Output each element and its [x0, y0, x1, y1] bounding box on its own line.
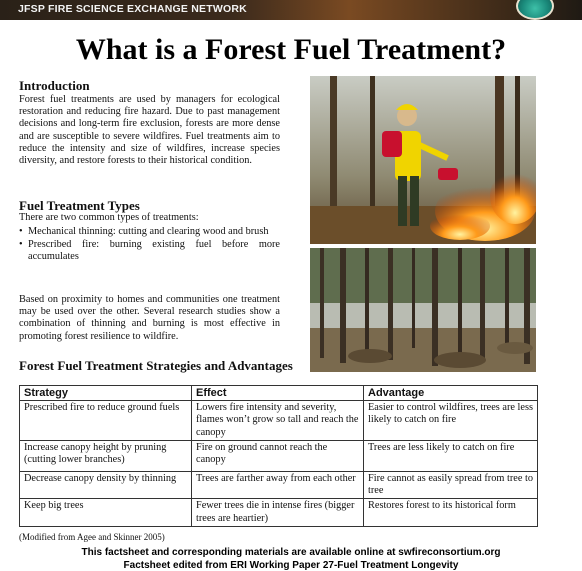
table-row	[20, 401, 538, 441]
table-cell: Trees are less likely to catch on fire	[364, 440, 538, 471]
table-cell: Prescribed fire to reduce ground fuels	[20, 401, 192, 441]
page-title: What is a Forest Fuel Treatment?	[75, 33, 507, 66]
table-cell: Lowers fire intensity and severity, flames won’t grow so tall and reach the canopy	[192, 401, 364, 441]
list-item: • Mechanical thinning: cutting and clearing wood and brush	[19, 226, 280, 238]
header-banner	[0, 0, 582, 20]
treatment-list	[19, 226, 280, 265]
source-note: (Modified from Agee and Skinner 2005)	[19, 532, 165, 542]
table-row	[20, 499, 538, 527]
strategies-heading: Forest Fuel Treatment Strategies and Advantages	[19, 358, 293, 373]
types-heading: Fuel Treatment Types	[19, 198, 140, 213]
strategies-table	[19, 385, 537, 527]
intro-heading: Introduction	[19, 78, 90, 93]
types-lead: There are two common types of treatments:	[19, 212, 199, 223]
prescribed-fire-photo	[310, 76, 536, 244]
table-cell: Easier to control wildfires, trees are less likely to catch on fire	[364, 401, 538, 441]
footer-availability: This factsheet and corresponding materials are available online at swfireconsortium.org	[81, 547, 501, 558]
table-row	[20, 440, 538, 471]
table-cell: Fewer trees die in intense fires (bigger trees are heartier)	[192, 499, 364, 527]
footer-source: Factsheet edited from ERI Working Paper 27-Fuel Treatment Longevity	[123, 560, 459, 571]
network-name: JFSP FIRE SCIENCE EXCHANGE NETWORK	[18, 3, 247, 15]
column-header-effect: Effect	[192, 386, 364, 401]
table-cell: Restores forest to its historical form	[364, 499, 538, 527]
table-cell: Increase canopy height by pruning (cutting lower branches)	[20, 440, 192, 471]
column-header-advantage: Advantage	[364, 386, 538, 401]
table-cell: Decrease canopy density by thinning	[20, 471, 192, 499]
table-cell: Fire on ground cannot reach the canopy	[192, 440, 364, 471]
list-item: • Prescribed fire: burning existing fuel before more accumulates	[19, 239, 280, 263]
table-cell: Keep big trees	[20, 499, 192, 527]
intro-paragraph: Forest fuel treatments are used by managers for ecological restoration and reducing fire hazard. Due to past management decisions and long-term fire exclusion, forests are more dense and are susceptible to severe wildfires. Fuel treatments aim to reduce the intensity and size of wildfires, increase species diversity, and restore forests to their historical condition.	[19, 94, 280, 167]
types-closing-paragraph: Based on proximity to homes and communities one treatment may be used over the other. Several research studies show a combination of thinning and burning is most effective in promoting forest resilience to wildfire.	[19, 294, 280, 342]
table-cell: Trees are farther away from each other	[192, 471, 364, 499]
network-logo-icon	[516, 0, 554, 20]
table-header-row	[20, 386, 538, 401]
table-row	[20, 471, 538, 499]
table-cell: Fire cannot as easily spread from tree to tree	[364, 471, 538, 499]
thinned-forest-photo	[310, 248, 536, 372]
column-header-strategy: Strategy	[20, 386, 192, 401]
